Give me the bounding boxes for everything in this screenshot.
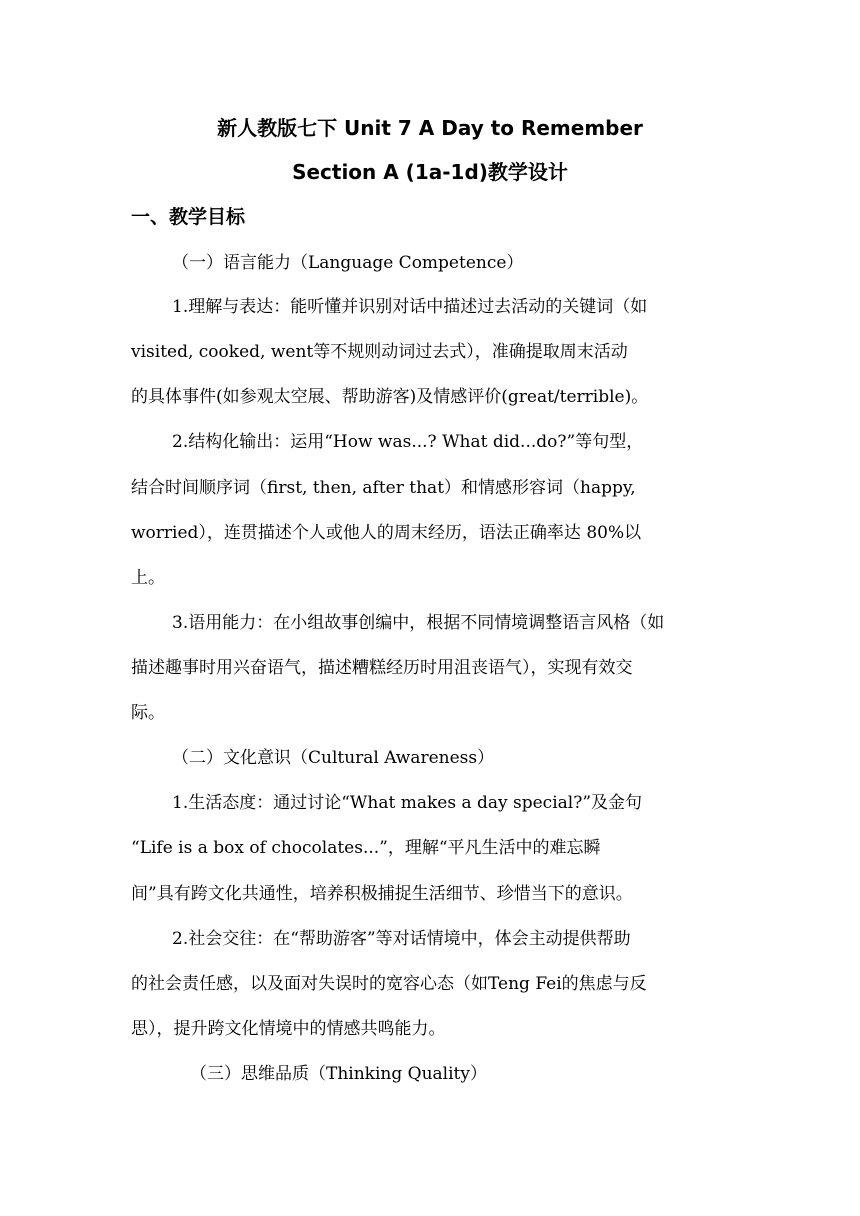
document-subtitle: Section A (1a-1d)教学设计: [292, 160, 568, 184]
paragraph-line: 间”具有跨文化共通性，培养积极捕捉生活细节、珍惜当下的意识。: [131, 884, 633, 904]
document-title: 新人教版七下 Unit 7 A Day to Remember: [217, 116, 643, 140]
subheading-cultural-awareness: （二）文化意识（Cultural Awareness）: [172, 748, 495, 768]
section-heading-teaching-objectives: 一、教学目标: [131, 206, 246, 228]
paragraph-line: 的社会责任感，以及面对失误时的宽容心态（如Teng Fei的焦虑与反: [131, 974, 647, 994]
paragraph-line: 的具体事件(如参观太空展、帮助游客)及情感评价(great/terrible)。: [131, 387, 649, 407]
paragraph-line: 际。: [131, 703, 165, 723]
paragraph-line: worried），连贯描述个人或他人的周末经历，语法正确率达 80%以: [131, 523, 642, 543]
paragraph-line: 1.理解与表达：能听懂并识别对话中描述过去活动的关键词（如: [172, 297, 648, 317]
paragraph-line: 2.结构化输出：运用“How was...? What did...do?”等句型，: [172, 432, 644, 452]
paragraph-line: “Life is a box of chocolates...”，理解“平凡生活中的难忘瞬: [131, 838, 601, 858]
paragraph-line: 思），提升跨文化情境中的情感共鸣能力。: [131, 1019, 446, 1039]
paragraph-line: visited, cooked, went等不规则动词过去式），准确提取周末活动: [131, 342, 628, 362]
paragraph-line: 结合时间顺序词（first, then, after that）和情感形容词（happy,: [131, 478, 636, 498]
paragraph-line: 2.社会交往：在“帮助游客”等对话情境中，体会主动提供帮助: [172, 929, 631, 949]
paragraph-line: 描述趣事时用兴奋语气，描述糟糕经历时用沮丧语气），实现有效交: [131, 658, 633, 678]
paragraph-line: 3.语用能力：在小组故事创编中，根据不同情境调整语言风格（如: [172, 613, 665, 633]
subheading-thinking-quality: （三）思维品质（Thinking Quality）: [190, 1064, 487, 1084]
paragraph-line: 上。: [131, 568, 165, 588]
subheading-language-competence: （一）语言能力（Language Competence）: [172, 253, 524, 273]
paragraph-line: 1.生活态度：通过讨论“What makes a day special?”及金句: [172, 793, 643, 813]
